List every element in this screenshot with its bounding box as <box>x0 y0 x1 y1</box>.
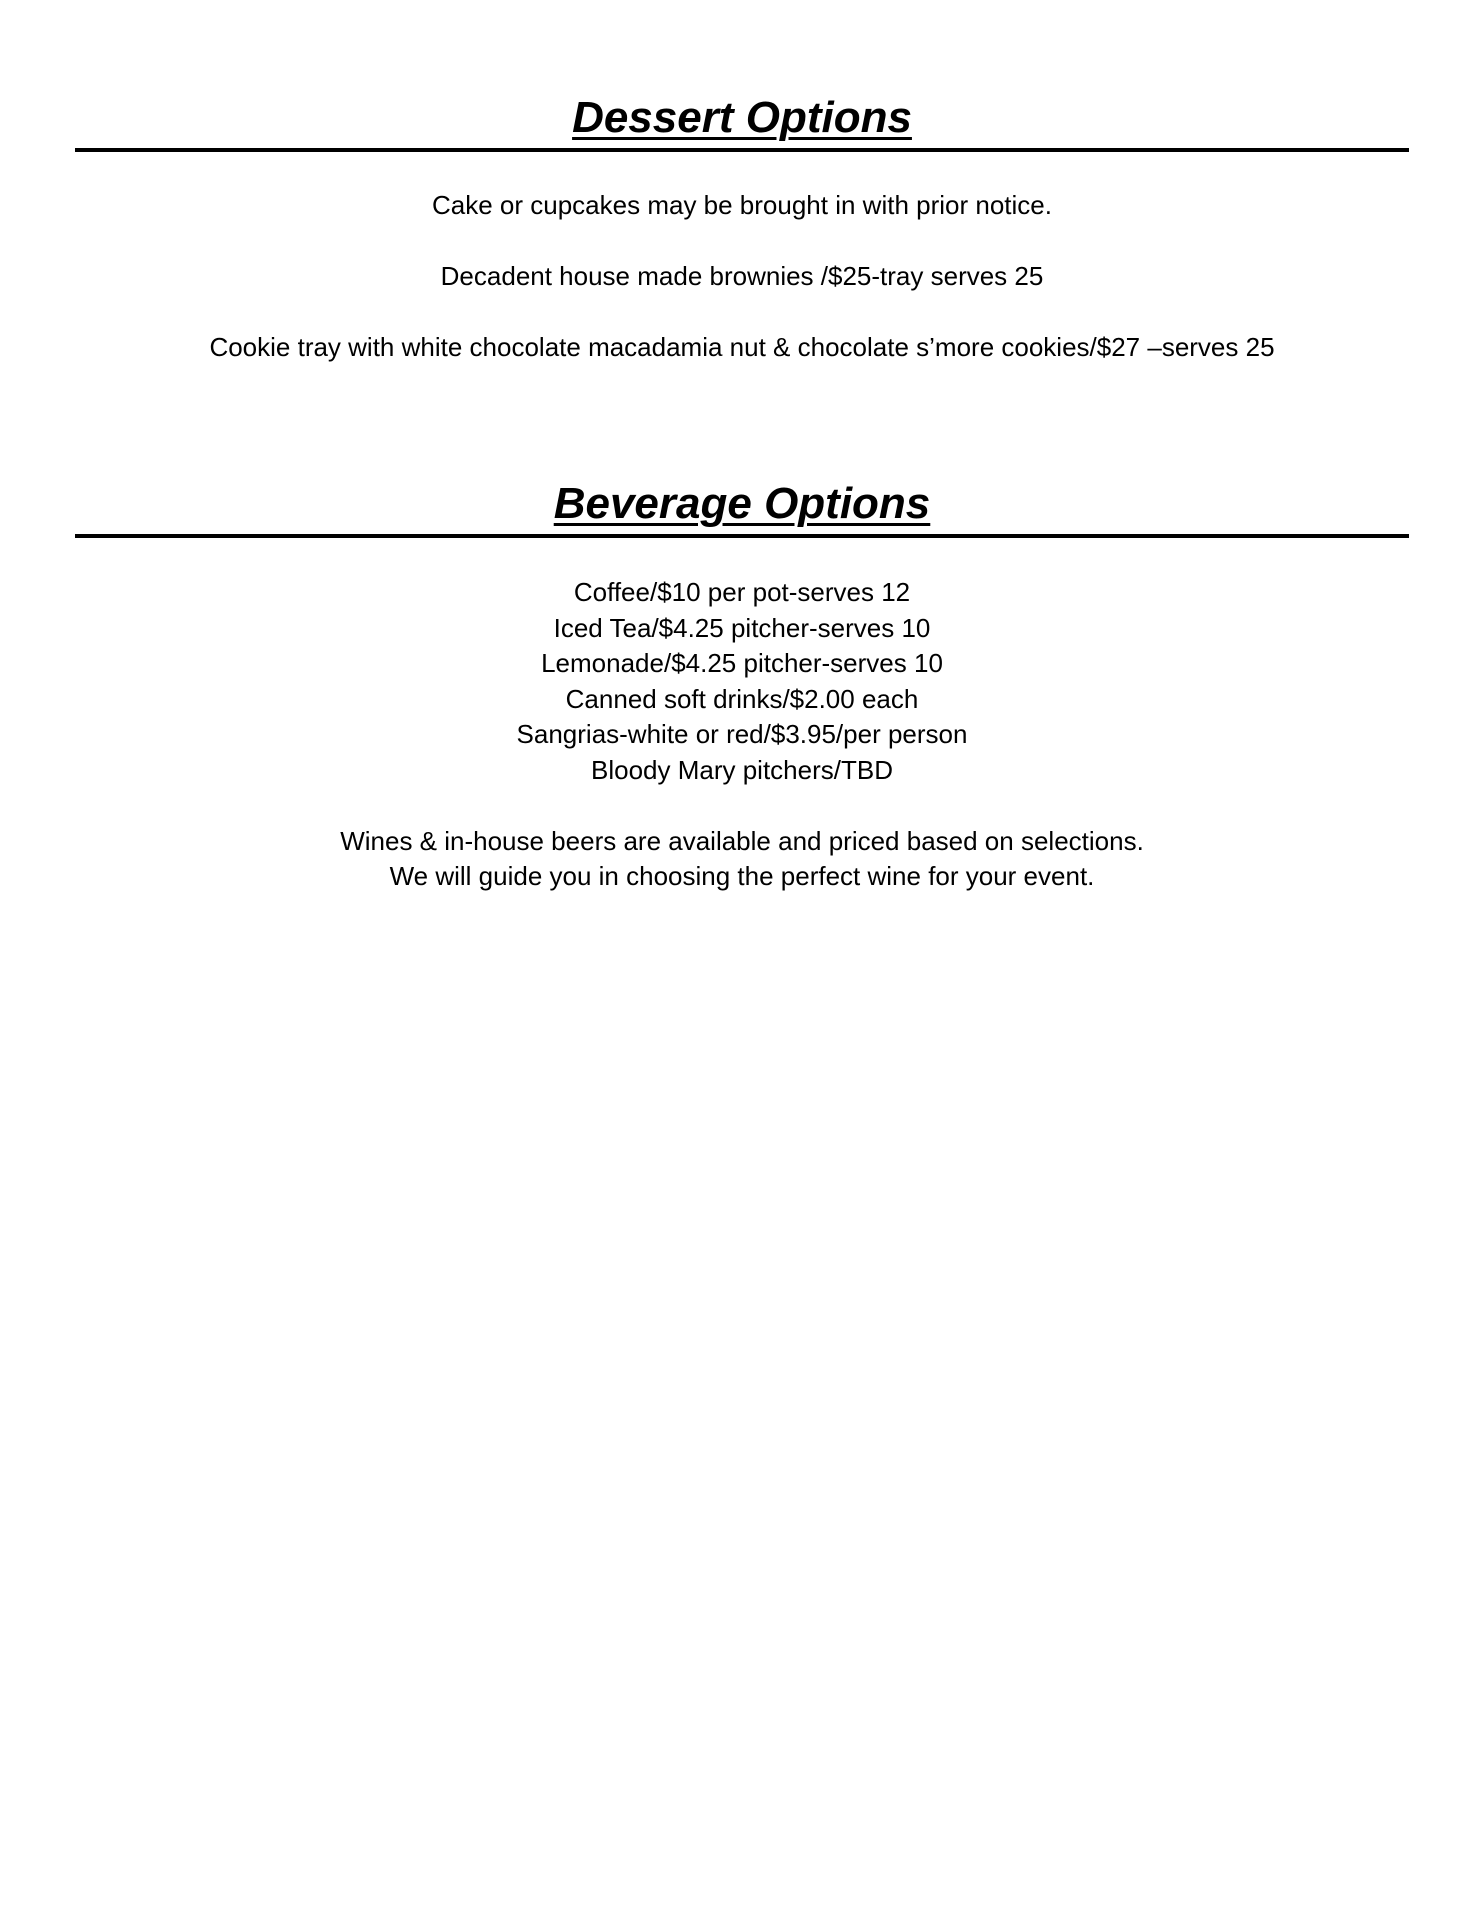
dessert-divider <box>75 148 1409 152</box>
beverage-note-guide: We will guide you in choosing the perfect wine for your event. <box>389 861 1095 892</box>
dessert-items <box>75 187 1409 365</box>
dessert-section <box>75 92 1409 400</box>
beverage-item-iced-tea: Iced Tea/$4.25 pitcher-serves 10 <box>553 612 931 643</box>
beverage-title: Beverage Options <box>553 479 931 528</box>
beverage-items <box>75 575 1409 789</box>
beverage-item-soft-drinks: Canned soft drinks/$2.00 each <box>565 683 919 714</box>
dessert-title: Dessert Options <box>572 93 912 142</box>
dessert-item-brownies: Decadent house made brownies /$25-tray serves 25 <box>440 261 1044 291</box>
beverage-divider <box>75 534 1409 538</box>
dessert-item-cookie-tray: Cookie tray with white chocolate macadamia nut & chocolate s’more cookies/$27 –serves 25 <box>209 332 1275 362</box>
beverage-item-bloody-mary: Bloody Mary pitchers/TBD <box>591 754 893 785</box>
beverage-note-wines: Wines & in-house beers are available and priced based on selections. <box>340 825 1144 856</box>
beverage-section <box>75 478 1409 895</box>
beverage-notes <box>75 824 1409 895</box>
dessert-item-outside-cake: Cake or cupcakes may be brought in with prior notice. <box>432 190 1052 220</box>
beverage-item-coffee: Coffee/$10 per pot-serves 12 <box>573 577 911 607</box>
beverage-item-lemonade: Lemonade/$4.25 pitcher-serves 10 <box>541 648 943 679</box>
beverage-item-sangrias: Sangrias-white or red/$3.95/per person <box>516 719 968 750</box>
